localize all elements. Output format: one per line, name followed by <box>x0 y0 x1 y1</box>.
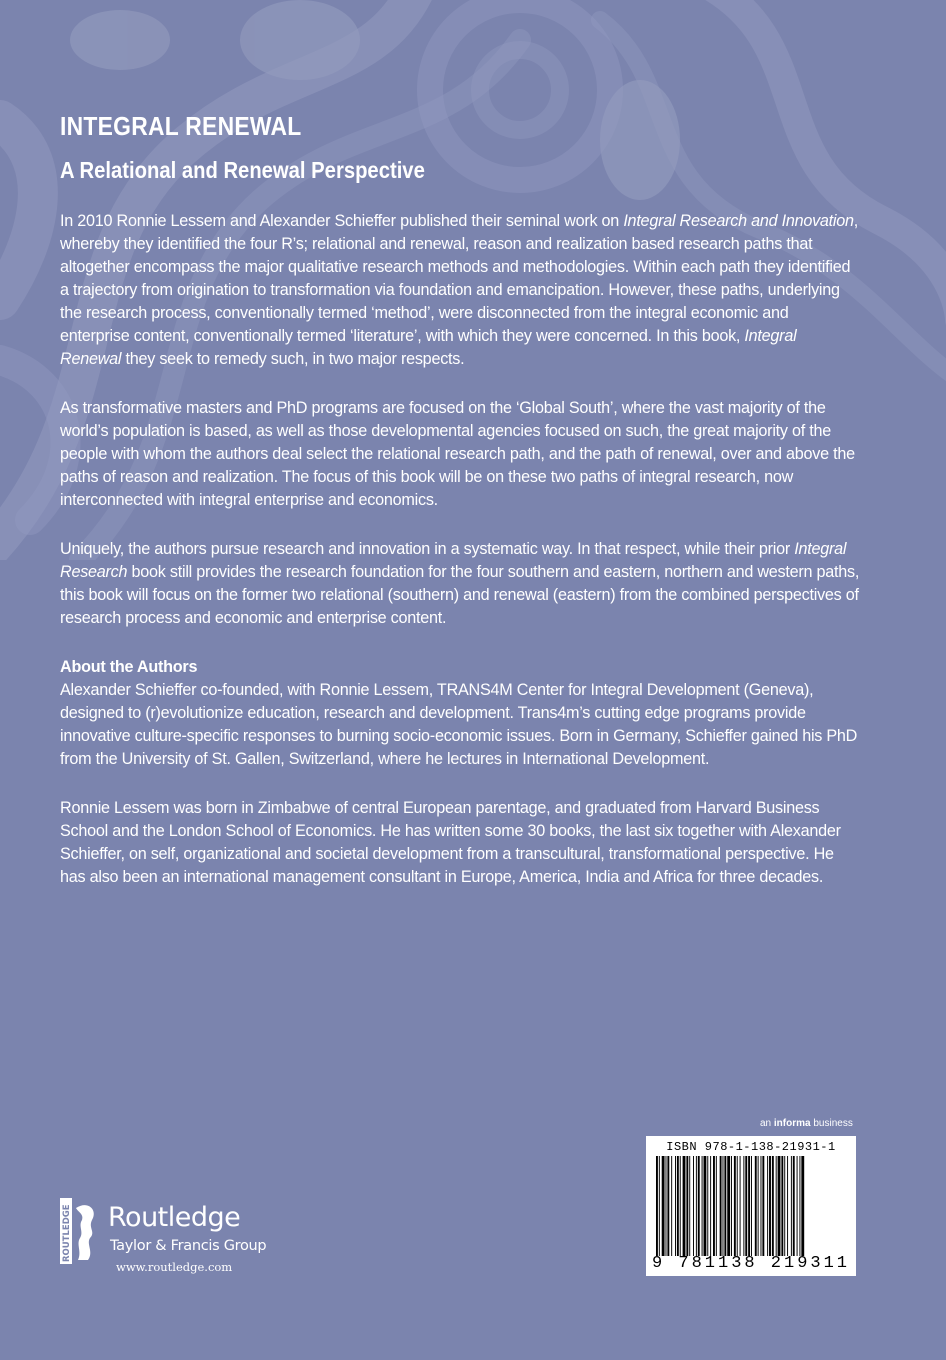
isbn-label: ISBN 978-1-138-21931-1 <box>666 1140 836 1154</box>
p1-text-c: they seek to remedy such, in two major respects. <box>121 350 465 368</box>
description-paragraph-3 <box>60 538 860 630</box>
p1-book-title-1: Integral Research and Innovation <box>623 212 854 230</box>
informa-tagline <box>760 1118 853 1129</box>
p1-text-a: In 2010 Ronnie Lessem and Alexander Schieffer published their seminal work on <box>60 212 624 230</box>
informa-suffix: business <box>810 1118 853 1129</box>
p3-text-a: Uniquely, the authors pursue research and innovation in a systematic way. In that respect, while their prior <box>60 540 795 558</box>
routledge-logo <box>60 1198 320 1278</box>
isbn-barcode <box>646 1136 856 1276</box>
barcode-bars <box>656 1156 848 1256</box>
p3-book-title: Integral Research <box>60 540 847 581</box>
p1-book-title-2: Integral Renewal <box>60 327 797 368</box>
routledge-emblem-icon <box>60 1198 100 1264</box>
description-paragraph-1 <box>60 210 860 371</box>
informa-prefix: an <box>760 1118 774 1129</box>
back-cover-text <box>60 110 860 889</box>
p3-text-b: book still provides the research foundation for the four southern and eastern, northern and western paths, this book will focus on the former two relational (southern) and renewal (eastern) from the combined perspectives of research process and economic and enterprise content. <box>60 563 860 627</box>
publisher-name: Routledge <box>108 1202 241 1233</box>
book-subtitle: A Relational and Renewal Perspective <box>60 157 425 183</box>
p1-text-b: , whereby they identified the four R’s; relational and renewal, reason and realization based research paths that altogether encompass the major qualitative research methods and methodologies. Within each path they identified a trajectory from origination to transformation via foundation and emancipation. However, these paths, underlying the research process, conventionally termed ‘method’, were disconnected from the integral economic and enterprise content, conventionally termed ‘literature’, with which they were concerned. In this book, <box>60 212 859 345</box>
about-author-lessem: Ronnie Lessem was born in Zimbabwe of central European parentage, and graduated from Harvard Business School and the London School of Economics. He has written some 30 books, the last six together with Alexander Schieffer, on self, organizational and societal development from a transcultural, transformational perspective. He has also been an international management consultant in Europe, America, India and Africa for three decades. <box>60 799 841 886</box>
publisher-url[interactable]: www.routledge.com <box>116 1260 233 1274</box>
barcode-number: 9 781138 219311 <box>651 1254 851 1273</box>
about-authors-heading: About the Authors <box>60 658 198 676</box>
routledge-emblem-text: ROUTLEDGE <box>62 1204 72 1262</box>
book-title: INTEGRAL RENEWAL <box>60 111 302 141</box>
description-paragraph-2: As transformative masters and PhD programs are focused on the ‘Global South’, where the vast majority of the world’s population is based, as well as those developmental agencies focused on such, the great majority of the people with whom the authors deal select the relational research path, and the path of renewal, over and above the paths of reason and realization. The focus of this book will be on these two paths of integral research, now interconnected with integral enterprise and economics. <box>60 399 855 509</box>
informa-brand: informa <box>773 1118 811 1129</box>
publisher-group: Taylor & Francis Group <box>110 1238 267 1254</box>
about-author-schieffer: Alexander Schieffer co-founded, with Ronnie Lessem, TRANS4M Center for Integral Development (Geneva), designed to (r)evolutionize education, research and development. Trans4m’s cutting edge programs provide innovative culture-specific responses to burning socio-economic issues. Born in Germany, Schieffer gained his PhD from the University of St. Gallen, Switzerland, where he lectures in International Development. <box>60 681 858 768</box>
